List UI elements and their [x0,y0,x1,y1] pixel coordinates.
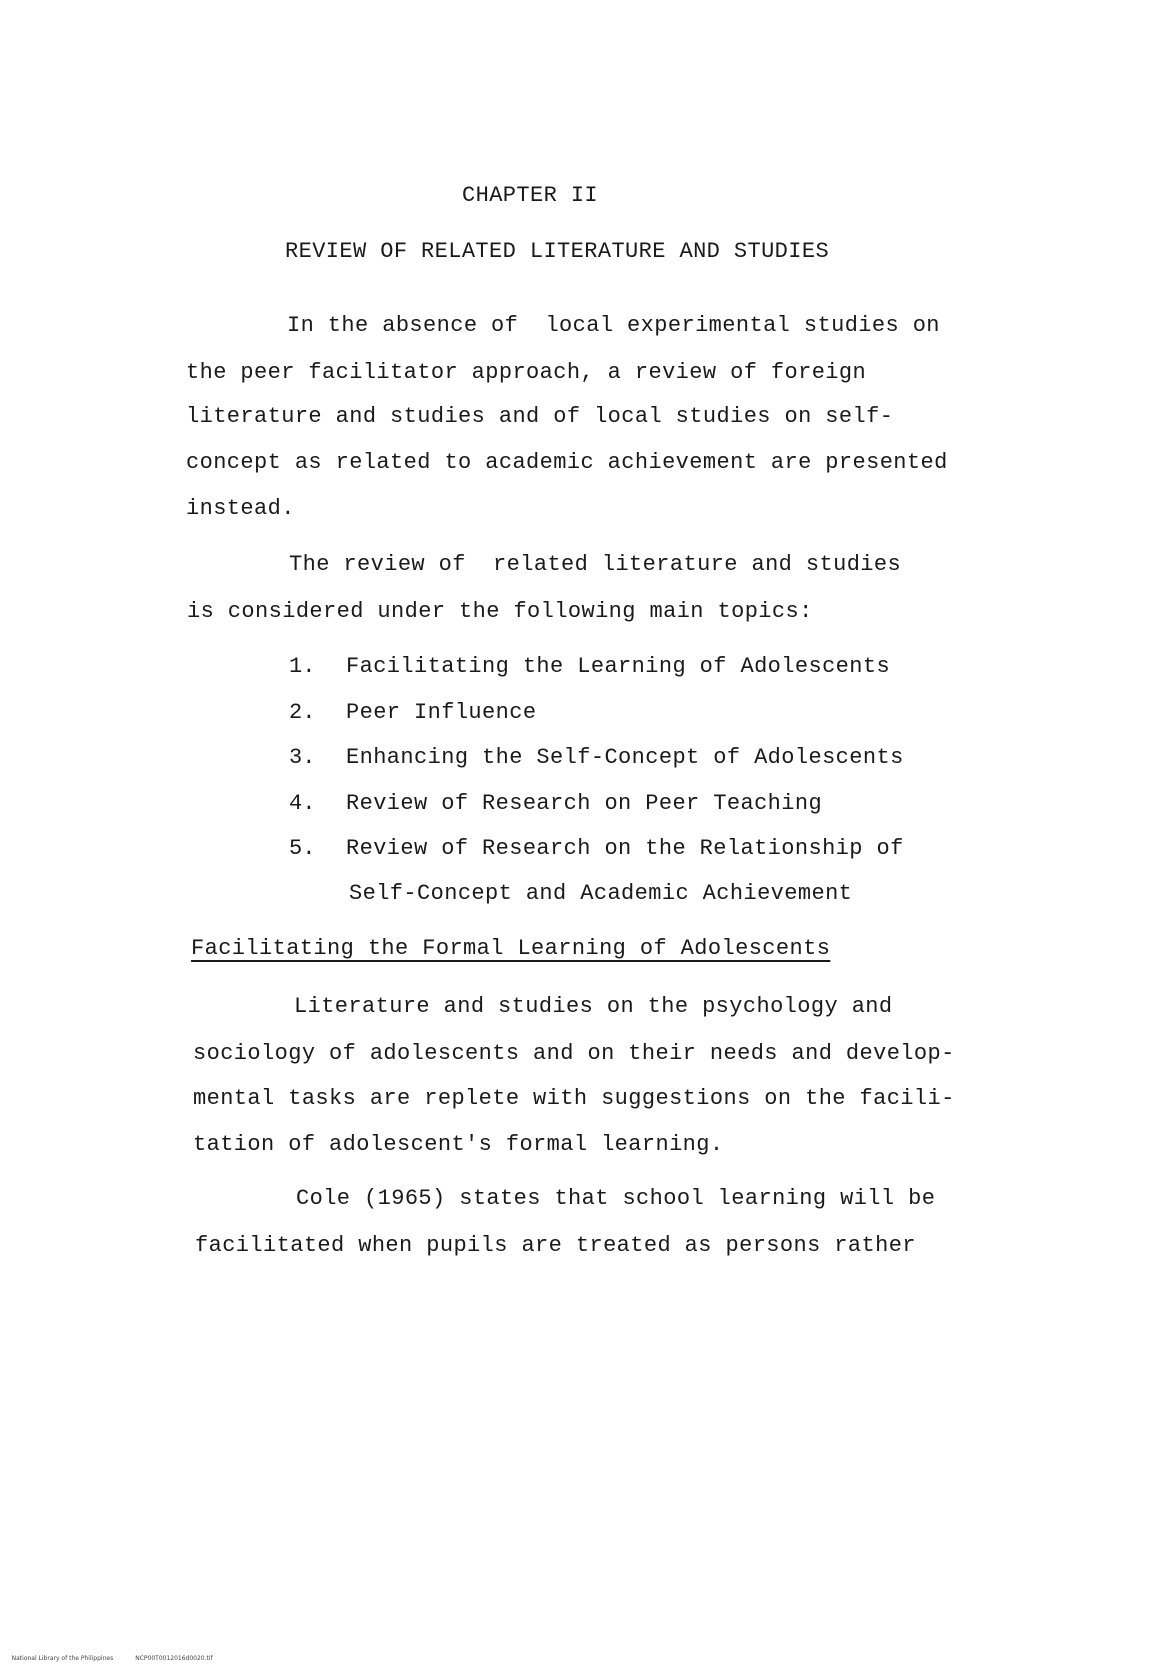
topic-item-continuation: Self-Concept and Academic Achievement [349,881,853,906]
topic-number: 5. [289,836,316,861]
paragraph-1-line-5: instead. [186,496,295,521]
paragraph-4-line-1: Cole (1965) states that school learning will be [296,1186,936,1211]
topic-item: Peer Influence [346,700,537,725]
paragraph-1-line-2: the peer facilitator approach, a review of foreign [186,360,867,385]
topic-item: Review of Research on the Relationship of [346,836,904,861]
paragraph-3-line-4: tation of adolescent's formal learning. [193,1132,724,1157]
topic-item: Facilitating the Learning of Adolescents [346,654,891,679]
topic-item: Review of Research on Peer Teaching [346,791,823,816]
scan-footer [4,1648,235,1669]
paragraph-1-line-4: concept as related to academic achievement are presented [186,450,948,475]
topic-item: Enhancing the Self-Concept of Adolescents [346,745,904,770]
paragraph-1-line-1: In the absence of local experimental studies on [287,313,940,338]
paragraph-4-line-2: facilitated when pupils are treated as persons rather [195,1233,916,1258]
topic-number: 4. [289,791,316,816]
paragraph-3-line-3: mental tasks are replete with suggestions on the facili- [193,1086,955,1111]
paragraph-2-line-2: is considered under the following main topics: [187,599,813,624]
paragraph-2-line-1: The review of related literature and studies [289,552,902,577]
library-credit: National Library of the Philippines [11,1655,114,1662]
section-heading: Facilitating the Formal Learning of Adolescents [191,936,831,961]
chapter-number: CHAPTER II [462,183,599,208]
paragraph-3-line-2: sociology of adolescents and on their needs and develop- [193,1041,955,1066]
topic-number: 2. [289,700,316,725]
paragraph-1-line-3: literature and studies and of local studies on self- [186,404,894,429]
topic-number: 3. [289,745,316,770]
chapter-title: REVIEW OF RELATED LITERATURE AND STUDIES [285,239,830,264]
paragraph-3-line-1: Literature and studies on the psychology and [294,994,893,1019]
file-id: NCP00T0012016d0020.tif [135,1655,213,1662]
topic-number: 1. [289,654,316,679]
